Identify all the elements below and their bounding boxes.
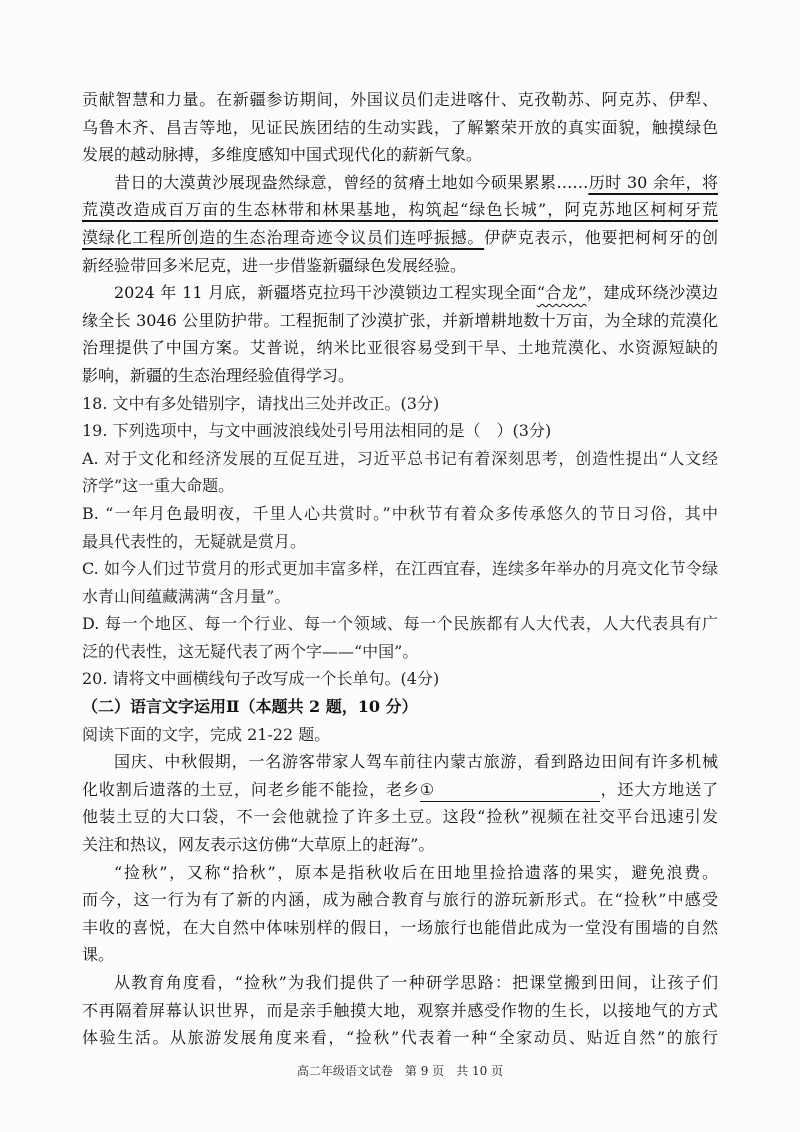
passage-line — [82, 169, 718, 197]
passage-text: 缘全长 3046 公里防护带。工程扼制了沙漠扩张，并新增耕地数十万亩，为全球的荒漠化 — [82, 310, 718, 330]
option-a: A. 对于文化和经济发展的互促互进，习近平总书记有着深刻思考，创造性提出“人文经 — [82, 448, 718, 468]
passage-line — [82, 196, 718, 224]
passage-line: 体验生活。从旅游发展角度来看，“捡秋”代表着一种“全家动员、贴近自然”的旅行 — [82, 1028, 718, 1048]
option-c: C. 如今人们过节赏月的形式更加丰富多样，在江西宜春，连续多年举办的月亮文化节令绿 — [82, 559, 718, 579]
passage-line: 从教育角度看，“捡秋”为我们提供了一种研学思路：把课堂搬到田间，让孩子们 — [114, 973, 718, 992]
passage-line: 他装土豆的大口袋，不一会他就捡了许多土豆。这段“捡秋”视频在社交平台迅速引发 — [82, 807, 718, 827]
blank-number-marker: ① — [419, 779, 435, 799]
passage-text: ，还大方地送了 — [599, 779, 718, 799]
passage-line: 而今，这一行为有了新的内涵，成为融合教育与旅行的游玩新形式。在“捡秋”中感受 — [82, 890, 718, 910]
passage-line: 发展的越动脉搏，多维度感知中国式现代化的薪新气象。 — [82, 145, 483, 165]
passage-line — [82, 279, 718, 307]
underlined-sentence: 历时 30 余年，将 — [588, 172, 718, 192]
passage-text: ，建成环绕沙漠边 — [586, 283, 718, 303]
passage-line — [82, 776, 718, 804]
option-a-continued: 济学”这一重大命题。 — [82, 476, 235, 496]
question-19: 19. 下列选项中，与文中画波浪线处引号用法相同的是（ ）(3分) — [82, 421, 552, 441]
passage-line: 丰收的喜悦，在大自然中体味别样的假日，一场旅行也能借此成为一堂没有围墙的自然 — [82, 917, 718, 937]
section-heading: （二）语言文字运用Ⅱ（本题共 2 题，10 分） — [82, 697, 418, 717]
option-d-continued: 泛的代表性，这无疑代表了两个字——“中国”。 — [82, 641, 419, 661]
passage-line: 关注和热议，网友表示这仿佛“大草原上的赶海”。 — [82, 835, 435, 855]
passage-text: 化收割后遗落的土豆，问老乡能不能捡，老乡 — [82, 779, 420, 799]
question-18: 18. 文中有多处错别字，请找出三处并改正。(3分) — [82, 393, 440, 413]
answer-blank[interactable] — [420, 779, 600, 802]
option-d: D. 每一个地区、每一个行业、每一个领域、每一个民族都有人大代表，人大代表具有广 — [82, 614, 718, 634]
option-c-continued: 水青山间蕴藏满满“含月量”。 — [82, 586, 291, 606]
passage-line — [82, 252, 718, 280]
passage-text: 治理提供了中国方案。艾普说，纳米比亚很容易受到干旱、土地荒漠化、水资源短缺的 — [82, 338, 718, 358]
underlined-sentence: 漠绿化工程所创造的生态治理奇迹令议员们连呼振撼。 — [82, 227, 485, 247]
passage-line: 不再隔着屏幕认识世界，而是亲手触摸大地，观察并感受作物的生长，以接地气的方式 — [82, 1000, 718, 1020]
passage-text: 影响，新疆的生态治理经验值得学习。 — [82, 365, 355, 385]
passage-line — [82, 334, 718, 362]
passage-text: 2024 年 11 月底，新疆塔克拉玛干沙漠锁边工程实现全面 — [114, 283, 537, 303]
underlined-sentence: 荒漠改造成百万亩的生态林带和林果基地，构筑起“绿色长城”，阿克苏地区柯柯牙荒 — [82, 200, 718, 220]
option-b-continued: 最具代表性的，无疑就是赏月。 — [82, 531, 307, 551]
section-instruction: 阅读下面的文字，完成 21-22 题。 — [82, 724, 331, 744]
passage-line — [82, 307, 718, 335]
page-footer: 高二年级语文试卷 第 9 页 共 10 页 — [296, 1064, 504, 1078]
passage-line: 乌鲁木齐、昌吉等地，见证民族团结的生动实践，了解繁荣开放的真实面貌，触摸绿色 — [82, 117, 718, 137]
option-b: B. “一年月色最明夜，千里人心共赏时。”中秋节有着众多传承悠久的节日习俗，其中 — [82, 503, 718, 523]
passage-line — [82, 224, 718, 252]
passage-text: 新经验带回多米尼克，进一步借鉴新疆绿色发展经验。 — [82, 255, 467, 275]
passage-text: 伊萨克表示，他要把柯柯牙的创 — [484, 227, 718, 247]
page-body — [82, 86, 718, 1052]
passage-line: 国庆、中秋假期，一名游客带家人驾车前往内蒙古旅游，看到路边田间有许多机械 — [114, 752, 718, 772]
passage-line: 贡献智慧和力量。在新疆参访期间，外国议员们走进喀什、克孜勒苏、阿克苏、伊犁、 — [82, 90, 718, 109]
passage-line: 课。 — [82, 945, 115, 965]
passage-line — [82, 362, 718, 390]
wavy-underlined-quote: “合龙” — [536, 283, 587, 303]
passage-text: 昔日的大漠黄沙展现盎然绿意，曾经的贫瘠土地如今硕果累累…… — [114, 172, 589, 192]
passage-line: “捡秋”，又称“拾秋”，原本是指秋收后在田地里捡拾遗落的果实，避免浪费。 — [114, 862, 718, 882]
question-20: 20. 请将文中画横线句子改写成一个长单句。(4分) — [82, 669, 440, 689]
